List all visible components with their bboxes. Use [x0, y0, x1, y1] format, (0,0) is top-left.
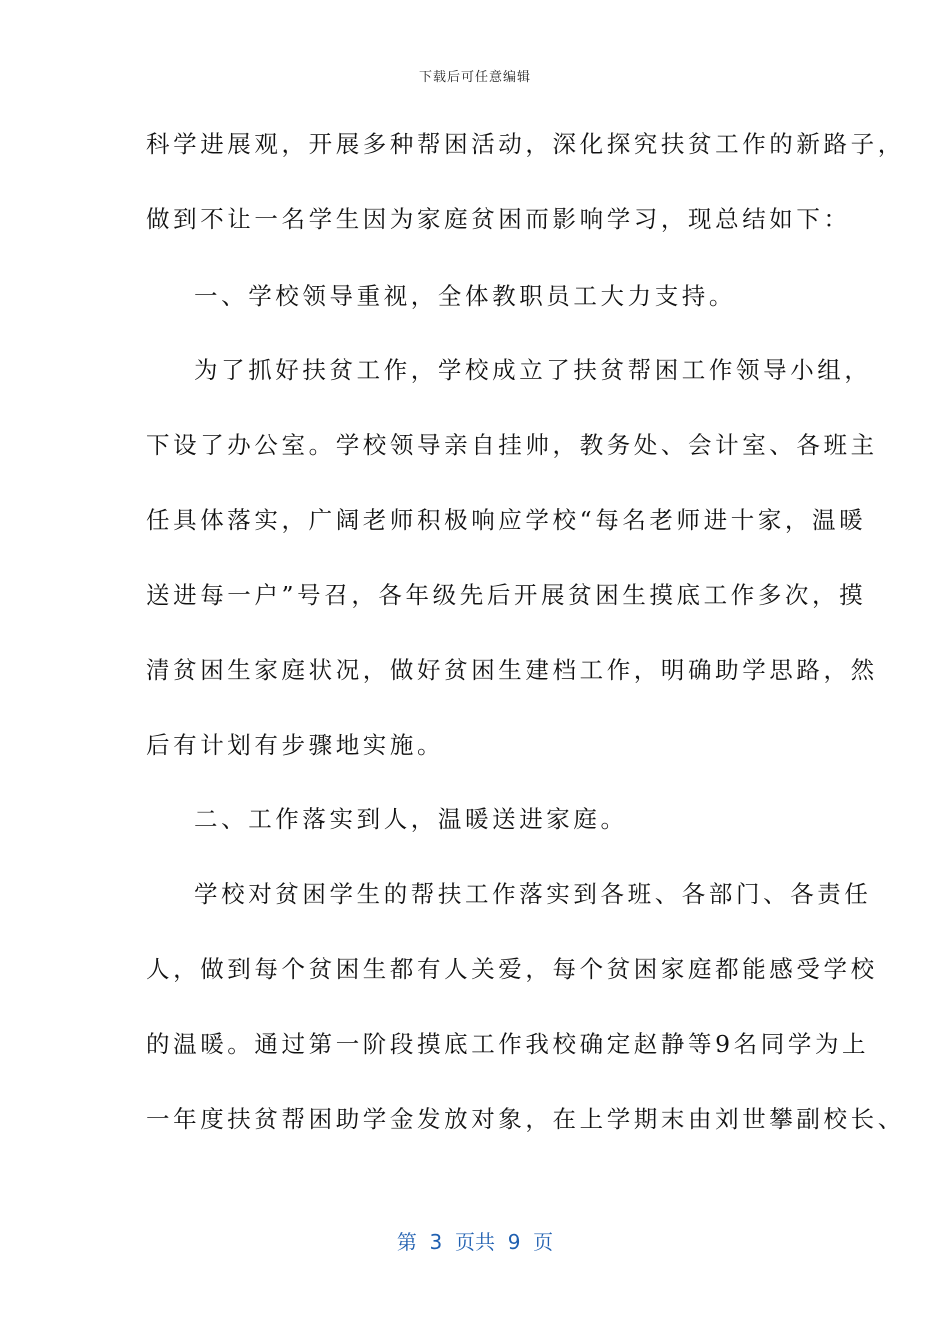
text-line: 任具体落实，广阔老师积极响应学校“每名老师进十家，温暖 — [146, 506, 867, 534]
text-line: 为了抓好扶贫工作，学校成立了扶贫帮困工作领导小组， — [194, 356, 872, 384]
header-note: 下载后可任意编辑 — [418, 70, 531, 85]
section-heading: 一、学校领导重视，全体教职员工大力支持。 — [194, 282, 736, 310]
text-line: 科学进展观，开展多种帮困活动，深化探究扶贫工作的新路子， — [146, 130, 905, 158]
text-line: 一年度扶贫帮困助学金发放对象，在上学期末由刘世攀副校长、 — [146, 1105, 905, 1133]
text-line: 学校对贫困学生的帮扶工作落实到各班、各部门、各责任 — [194, 880, 872, 908]
text-line: 的温暖。通过第一阶段摸底工作我校确定赵静等9名同学为上 — [146, 1030, 870, 1058]
text-line: 后有计划有步骤地实施。 — [146, 731, 445, 759]
text-line: 下设了办公室。学校领导亲自挂帅，教务处、会计室、各班主 — [146, 431, 878, 459]
text-line: 人，做到每个贫困生都有人关爱，每个贫困家庭都能感受学校 — [146, 955, 878, 983]
text-line: 清贫困生家庭状况，做好贫困生建档工作，明确助学思路，然 — [146, 656, 878, 684]
page-number-footer: 第 3 页共 9 页 — [396, 1230, 554, 1254]
section-heading: 二、工作落实到人，温暖送进家庭。 — [194, 805, 628, 833]
text-line: 做到不让一名学生因为家庭贫困而影响学习，现总结如下： — [146, 205, 851, 233]
text-line: 送进每一户”号召，各年级先后开展贫困生摸底工作多次，摸 — [146, 581, 867, 609]
